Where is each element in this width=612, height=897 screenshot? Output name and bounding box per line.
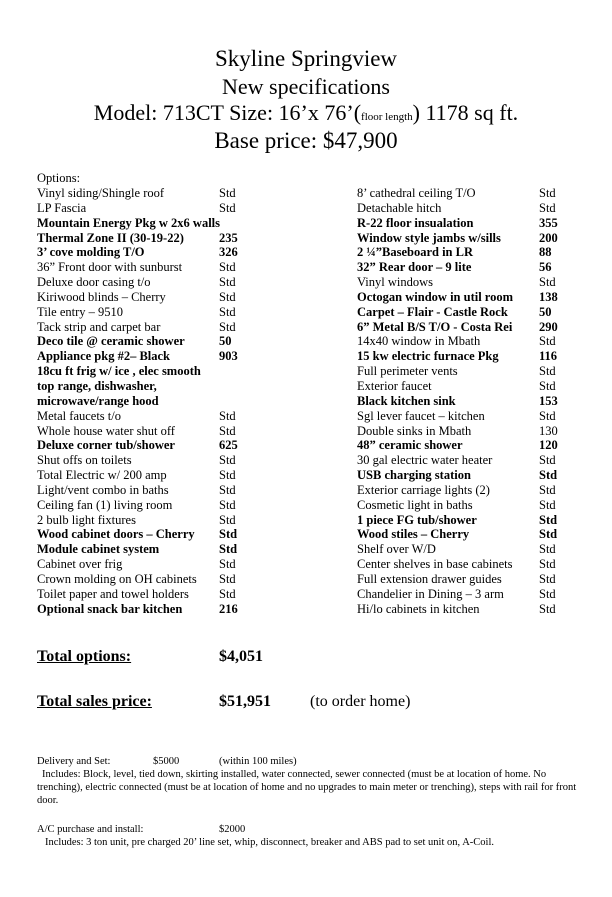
option-label: 1 piece FG tub/shower — [357, 512, 477, 527]
total-sales-row — [37, 693, 411, 711]
option-label: Vinyl siding/Shingle roof — [37, 186, 165, 200]
option-label: Vinyl windows — [357, 275, 433, 290]
option-label: USB charging station — [357, 468, 471, 483]
option-value: Std — [219, 319, 236, 334]
option-value: 625 — [219, 438, 238, 453]
option-label: Kiriwood blinds – Cherry — [37, 289, 166, 304]
option-value: Std — [219, 557, 236, 572]
option-value: Std — [219, 289, 236, 304]
option-value: Std — [539, 334, 556, 349]
option-label: Whole house water shut off — [37, 423, 175, 438]
option-label: 15 kw electric furnace Pkg — [357, 349, 499, 364]
option-value: Std — [539, 275, 556, 290]
option-value: 216 — [219, 601, 238, 616]
option-value: Std — [539, 453, 556, 468]
ac-label: A/C purchase and install: — [37, 824, 144, 835]
option-label: Octogan window in util room — [357, 289, 514, 304]
option-label: Shut offs on toilets — [37, 453, 132, 468]
option-label: Module cabinet system — [37, 542, 160, 557]
option-label: Ceiling fan (1) living room — [37, 497, 173, 512]
total-options-row — [37, 648, 263, 666]
delivery-includes: Includes: Block, level, tied down, skirting installed, water connected, sewer connected (must be at location of home. No trenching), electric connected (must be at location of home and no upgrades to main meter or trenching), steps with rail for front door. — [37, 769, 577, 806]
delivery-section — [37, 755, 587, 807]
option-value: Std — [219, 200, 236, 215]
option-label: Sgl lever faucet – kitchen — [357, 408, 485, 423]
sqft-text: ) 1178 sq ft. — [412, 100, 519, 125]
option-value: Std — [219, 423, 236, 438]
option-value: Std — [219, 542, 238, 557]
option-value: Std — [219, 586, 236, 601]
option-label: 48” ceramic shower — [357, 438, 463, 453]
ac-includes: Includes: 3 ton unit, pre charged 20’ line set, whip, disconnect, breaker and ABS pad to set unit on, A-Coil. — [45, 837, 494, 848]
option-label: Total Electric w/ 200 amp — [37, 468, 167, 483]
option-label: 6” Metal B/S T/O - Costa Rei — [357, 319, 513, 334]
option-label: Full perimeter vents — [357, 364, 458, 379]
option-value: Std — [219, 512, 236, 527]
option-label: Light/vent combo in baths — [37, 482, 169, 497]
option-value: 355 — [539, 215, 558, 230]
option-label: Deluxe corner tub/shower — [37, 438, 175, 453]
option-value: Std — [219, 186, 236, 200]
option-value: Std — [539, 542, 556, 557]
option-value: Std — [219, 482, 236, 497]
option-label: Tile entry – 9510 — [37, 304, 123, 319]
option-label: Thermal Zone II (30-19-22) — [37, 230, 184, 245]
option-value: Std — [219, 527, 238, 542]
total-sales-value: $51,951 — [219, 693, 271, 710]
options-heading: Options: — [37, 171, 81, 185]
option-value: Std — [219, 497, 236, 512]
option-label: Toilet paper and towel holders — [37, 586, 189, 601]
option-value: 153 — [539, 393, 558, 408]
option-value: Std — [539, 527, 558, 542]
option-value: 50 — [539, 304, 552, 319]
total-sales-label: Total sales price: — [37, 693, 152, 710]
base-price: Base price: $47,900 — [214, 128, 398, 153]
option-label: 30 gal electric water heater — [357, 453, 493, 468]
option-value: Std — [219, 260, 236, 275]
option-label: 14x40 window in Mbath — [357, 334, 481, 349]
option-value: Std — [539, 482, 556, 497]
option-label: Cabinet over frig — [37, 557, 123, 572]
delivery-range: (within 100 miles) — [219, 756, 297, 767]
total-options-label: Total options: — [37, 648, 132, 665]
option-value: Std — [219, 408, 236, 423]
floor-length-note: floor length — [361, 111, 413, 123]
page-subtitle: New specifications — [222, 74, 390, 99]
option-value: 130 — [539, 423, 558, 438]
option-label: 2 bulb light fixtures — [37, 512, 136, 527]
option-value: 116 — [539, 349, 558, 364]
option-value: Std — [539, 571, 556, 586]
option-value: 290 — [539, 319, 558, 334]
option-value: 138 — [539, 289, 558, 304]
option-value: Std — [219, 453, 236, 468]
option-label: 32” Rear door – 9 lite — [357, 260, 472, 275]
option-value: Std — [539, 200, 556, 215]
option-value: Std — [539, 378, 556, 393]
option-value: Std — [539, 468, 558, 483]
option-value: 200 — [539, 230, 558, 245]
option-value: 56 — [539, 260, 552, 275]
option-label: Appliance pkg #2– Black — [37, 349, 171, 364]
option-label: Wood stiles – Cherry — [357, 527, 470, 542]
option-label: top range, dishwasher, — [37, 378, 157, 393]
option-label: Double sinks in Mbath — [357, 423, 472, 438]
option-value: Std — [539, 557, 556, 572]
option-label: microwave/range hood — [37, 393, 159, 408]
option-label: Chandelier in Dining – 3 arm — [357, 586, 504, 601]
option-value: Std — [219, 304, 236, 319]
option-label: Wood cabinet doors – Cherry — [37, 527, 195, 542]
option-value: 903 — [219, 349, 238, 364]
option-value: Std — [219, 571, 236, 586]
option-label: Carpet – Flair - Castle Rock — [357, 304, 508, 319]
option-value: 326 — [219, 245, 238, 260]
option-label: Shelf over W/D — [357, 542, 436, 557]
option-label: Deco tile @ ceramic shower — [37, 334, 185, 349]
option-label: Full extension drawer guides — [357, 571, 502, 586]
option-label: Center shelves in base cabinets — [357, 557, 513, 572]
option-value: Std — [539, 601, 556, 616]
total-options-value: $4,051 — [219, 648, 263, 665]
option-value: Std — [539, 586, 556, 601]
option-label: LP Fascia — [37, 200, 87, 215]
option-value: 235 — [219, 230, 238, 245]
option-label: Black kitchen sink — [357, 393, 456, 408]
option-label: Exterior faucet — [357, 378, 432, 393]
option-value: 120 — [539, 438, 558, 453]
option-label: Cosmetic light in baths — [357, 497, 473, 512]
option-label: Crown molding on OH cabinets — [37, 571, 197, 586]
option-label: Window style jambs w/sills — [357, 230, 501, 245]
ac-price: $2000 — [219, 824, 246, 835]
model-size-line — [0, 100, 612, 126]
option-value: Std — [539, 512, 558, 527]
delivery-price: $5000 — [153, 756, 180, 767]
option-value: Std — [539, 186, 556, 200]
total-sales-note: (to order home) — [310, 693, 411, 710]
option-value: Std — [219, 275, 236, 290]
option-label: Deluxe door casing t/o — [37, 275, 151, 290]
option-value: 88 — [539, 245, 552, 260]
option-label: 3’ cove molding T/O — [37, 245, 145, 260]
delivery-label: Delivery and Set: — [37, 756, 111, 767]
option-value: Std — [539, 497, 556, 512]
option-label: Detachable hitch — [357, 200, 442, 215]
option-label: 36” Front door with sunburst — [37, 260, 183, 275]
ac-section — [37, 823, 587, 849]
option-label: Tack strip and carpet bar — [37, 319, 161, 334]
option-value: Std — [219, 468, 236, 483]
option-label: Mountain Energy Pkg w 2x6 walls — [37, 215, 221, 230]
option-label: Metal faucets t/o — [37, 408, 121, 423]
option-label: Optional snack bar kitchen — [37, 601, 183, 616]
option-label: Exterior carriage lights (2) — [357, 482, 490, 497]
model-size-text: Model: 713CT Size: 16’x 76’( — [93, 100, 362, 125]
option-label: Hi/lo cabinets in kitchen — [357, 601, 480, 616]
option-label: R-22 floor insualation — [357, 215, 474, 230]
page-title: Skyline Springview — [214, 46, 398, 71]
option-label: 8’ cathedral ceiling T/O — [357, 186, 476, 200]
option-value: Std — [539, 364, 556, 379]
option-value: Std — [539, 408, 556, 423]
option-label: 2 ¼”Baseboard in LR — [357, 245, 473, 260]
option-value: 50 — [219, 334, 232, 349]
option-label: 18cu ft frig w/ ice , elec smooth — [37, 364, 201, 379]
